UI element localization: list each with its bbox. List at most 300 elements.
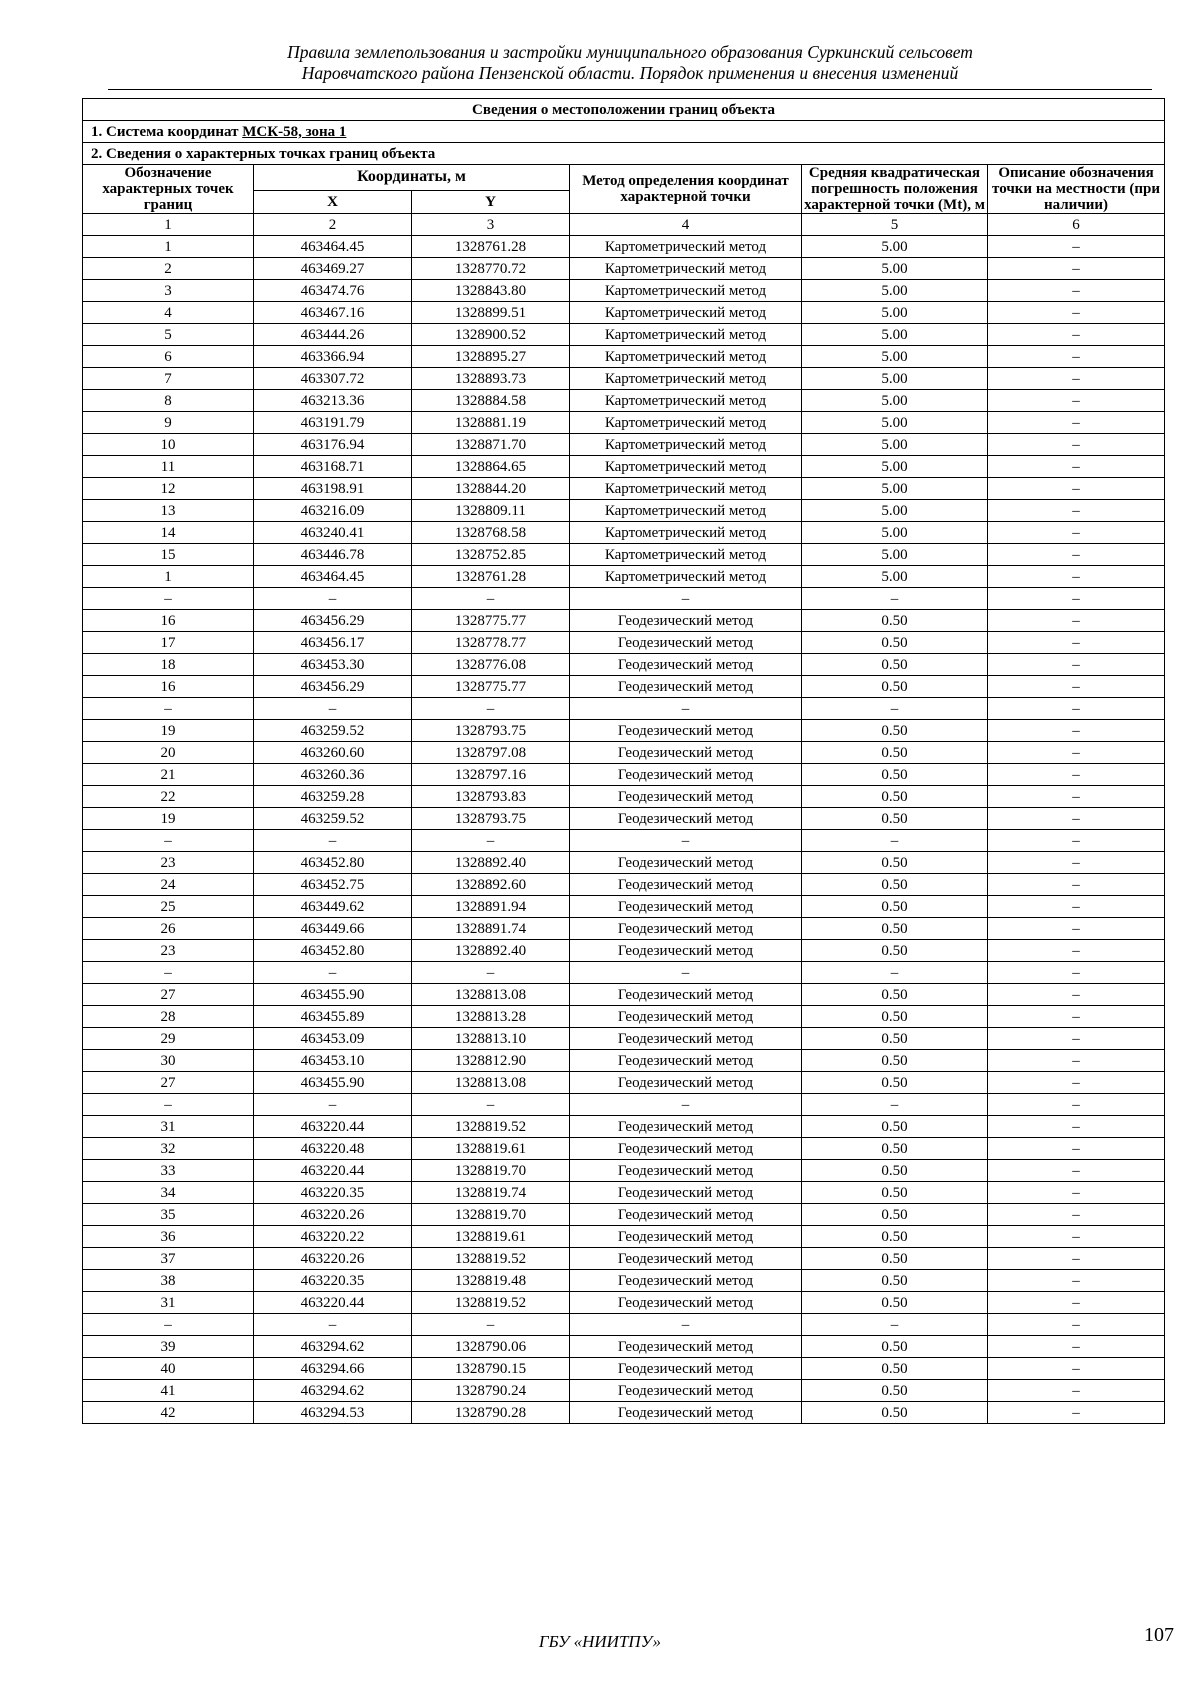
point-id-cell: 15: [83, 544, 254, 566]
table-row: [83, 566, 1165, 588]
point-id-cell: 19: [83, 720, 254, 742]
x-coordinate-cell: 463452.80: [254, 852, 412, 874]
table-row: [83, 1072, 1165, 1094]
page-header: [110, 42, 1150, 84]
description-cell: –: [988, 940, 1165, 962]
method-cell: Картометрический метод: [570, 236, 802, 258]
description-cell: –: [988, 874, 1165, 896]
method-cell: Геодезический метод: [570, 1270, 802, 1292]
point-id-cell: 16: [83, 610, 254, 632]
table-row: [83, 302, 1165, 324]
error-cell: 0.50: [802, 1138, 988, 1160]
description-cell: –: [988, 1204, 1165, 1226]
x-coordinate-cell: 463455.89: [254, 1006, 412, 1028]
y-coordinate-cell: 1328813.10: [412, 1028, 570, 1050]
point-id-cell: 18: [83, 654, 254, 676]
error-cell: 5.00: [802, 236, 988, 258]
y-coordinate-cell: 1328819.52: [412, 1248, 570, 1270]
description-cell: –: [988, 1160, 1165, 1182]
point-id-cell: 22: [83, 786, 254, 808]
description-cell: –: [988, 698, 1165, 720]
method-cell: Геодезический метод: [570, 786, 802, 808]
table-row: [83, 258, 1165, 280]
description-cell: –: [988, 368, 1165, 390]
error-cell: –: [802, 588, 988, 610]
description-cell: –: [988, 258, 1165, 280]
point-id-cell: 14: [83, 522, 254, 544]
y-coordinate-cell: 1328813.08: [412, 1072, 570, 1094]
point-id-cell: 40: [83, 1358, 254, 1380]
header-description: Описание обозначения точки на местности (при наличии): [988, 165, 1165, 214]
description-cell: –: [988, 1094, 1165, 1116]
method-cell: Картометрический метод: [570, 456, 802, 478]
table-row: [83, 742, 1165, 764]
y-coordinate-cell: 1328881.19: [412, 412, 570, 434]
table-row: [83, 786, 1165, 808]
x-coordinate-cell: –: [254, 830, 412, 852]
x-coordinate-cell: 463240.41: [254, 522, 412, 544]
x-coordinate-cell: 463213.36: [254, 390, 412, 412]
method-cell: Геодезический метод: [570, 1380, 802, 1402]
y-coordinate-cell: 1328864.65: [412, 456, 570, 478]
point-id-cell: –: [83, 588, 254, 610]
method-cell: Геодезический метод: [570, 1292, 802, 1314]
table-row: [83, 720, 1165, 742]
point-id-cell: 6: [83, 346, 254, 368]
x-coordinate-cell: 463220.26: [254, 1204, 412, 1226]
description-cell: –: [988, 632, 1165, 654]
description-cell: –: [988, 1270, 1165, 1292]
points-section-title: 2. Сведения о характерных точках границ объекта: [83, 143, 1165, 165]
table-row: [83, 940, 1165, 962]
point-id-cell: 41: [83, 1380, 254, 1402]
method-cell: Геодезический метод: [570, 742, 802, 764]
table-row: [83, 1006, 1165, 1028]
x-coordinate-cell: 463294.66: [254, 1358, 412, 1380]
point-id-cell: 17: [83, 632, 254, 654]
method-cell: Геодезический метод: [570, 1050, 802, 1072]
description-cell: –: [988, 588, 1165, 610]
description-cell: –: [988, 566, 1165, 588]
method-cell: Геодезический метод: [570, 984, 802, 1006]
y-coordinate-cell: 1328775.77: [412, 610, 570, 632]
y-coordinate-cell: 1328891.94: [412, 896, 570, 918]
table-row: [83, 896, 1165, 918]
method-cell: Геодезический метод: [570, 610, 802, 632]
x-coordinate-cell: –: [254, 1094, 412, 1116]
error-cell: 0.50: [802, 984, 988, 1006]
point-id-cell: 13: [83, 500, 254, 522]
point-id-cell: 27: [83, 984, 254, 1006]
y-coordinate-cell: 1328790.28: [412, 1402, 570, 1424]
description-cell: –: [988, 324, 1165, 346]
table-row: [83, 1402, 1165, 1424]
description-cell: –: [988, 984, 1165, 1006]
table-row: [83, 368, 1165, 390]
point-id-cell: 35: [83, 1204, 254, 1226]
description-cell: –: [988, 852, 1165, 874]
y-coordinate-cell: 1328893.73: [412, 368, 570, 390]
method-cell: Геодезический метод: [570, 676, 802, 698]
point-id-cell: –: [83, 962, 254, 984]
table-row: [83, 1336, 1165, 1358]
x-coordinate-cell: 463452.80: [254, 940, 412, 962]
x-coordinate-cell: 463452.75: [254, 874, 412, 896]
description-cell: –: [988, 478, 1165, 500]
x-coordinate-cell: 463456.17: [254, 632, 412, 654]
method-cell: Геодезический метод: [570, 1160, 802, 1182]
y-coordinate-cell: 1328813.08: [412, 984, 570, 1006]
y-coordinate-cell: 1328895.27: [412, 346, 570, 368]
coordinate-system-cell: [83, 121, 1165, 143]
method-cell: Картометрический метод: [570, 478, 802, 500]
table-row: [83, 962, 1165, 984]
y-coordinate-cell: 1328819.70: [412, 1160, 570, 1182]
error-cell: 0.50: [802, 1072, 988, 1094]
description-cell: –: [988, 434, 1165, 456]
error-cell: 5.00: [802, 566, 988, 588]
description-cell: –: [988, 346, 1165, 368]
x-coordinate-cell: 463259.28: [254, 786, 412, 808]
error-cell: 5.00: [802, 456, 988, 478]
table-row: [83, 236, 1165, 258]
table-row: [83, 1380, 1165, 1402]
header-error: Средняя квадратическая погрешность положения характерной точки (Mt), м: [802, 165, 988, 214]
point-id-cell: 24: [83, 874, 254, 896]
x-coordinate-cell: 463449.66: [254, 918, 412, 940]
error-cell: 0.50: [802, 1050, 988, 1072]
table-row: [83, 918, 1165, 940]
x-coordinate-cell: 463259.52: [254, 808, 412, 830]
method-cell: Геодезический метод: [570, 1248, 802, 1270]
x-coordinate-cell: 463469.27: [254, 258, 412, 280]
y-coordinate-cell: 1328812.90: [412, 1050, 570, 1072]
x-coordinate-cell: 463446.78: [254, 544, 412, 566]
y-coordinate-cell: –: [412, 830, 570, 852]
error-cell: –: [802, 962, 988, 984]
point-id-cell: 16: [83, 676, 254, 698]
x-coordinate-cell: 463176.94: [254, 434, 412, 456]
table-row: [83, 1182, 1165, 1204]
method-cell: –: [570, 698, 802, 720]
error-cell: –: [802, 1094, 988, 1116]
point-id-cell: 38: [83, 1270, 254, 1292]
footer-organization: ГБУ «НИИТПУ»: [538, 1632, 662, 1651]
y-coordinate-cell: 1328844.20: [412, 478, 570, 500]
point-id-cell: 30: [83, 1050, 254, 1072]
error-cell: 0.50: [802, 1006, 988, 1028]
description-cell: –: [988, 456, 1165, 478]
y-coordinate-cell: 1328819.52: [412, 1116, 570, 1138]
error-cell: 0.50: [802, 610, 988, 632]
point-id-cell: 11: [83, 456, 254, 478]
method-cell: –: [570, 1314, 802, 1336]
description-cell: –: [988, 1292, 1165, 1314]
table-row: [83, 1226, 1165, 1248]
error-cell: 5.00: [802, 346, 988, 368]
point-id-cell: 9: [83, 412, 254, 434]
point-id-cell: 2: [83, 258, 254, 280]
table-row: [83, 544, 1165, 566]
error-cell: 0.50: [802, 632, 988, 654]
description-cell: –: [988, 808, 1165, 830]
point-id-cell: 31: [83, 1292, 254, 1314]
y-coordinate-cell: 1328900.52: [412, 324, 570, 346]
method-cell: Геодезический метод: [570, 1358, 802, 1380]
method-cell: –: [570, 962, 802, 984]
description-cell: –: [988, 544, 1165, 566]
table-row: [83, 346, 1165, 368]
error-cell: 0.50: [802, 918, 988, 940]
x-coordinate-cell: 463366.94: [254, 346, 412, 368]
y-coordinate-cell: 1328892.60: [412, 874, 570, 896]
y-coordinate-cell: 1328892.40: [412, 852, 570, 874]
y-coordinate-cell: 1328819.61: [412, 1226, 570, 1248]
description-cell: –: [988, 500, 1165, 522]
x-coordinate-cell: 463474.76: [254, 280, 412, 302]
method-cell: Картометрический метод: [570, 522, 802, 544]
point-id-cell: 23: [83, 852, 254, 874]
table-row: [83, 412, 1165, 434]
point-id-cell: 10: [83, 434, 254, 456]
error-cell: 5.00: [802, 478, 988, 500]
page-number: 107: [1144, 1624, 1174, 1646]
y-coordinate-cell: –: [412, 1314, 570, 1336]
error-cell: 5.00: [802, 368, 988, 390]
table-row: [83, 874, 1165, 896]
method-cell: Картометрический метод: [570, 412, 802, 434]
method-cell: Геодезический метод: [570, 654, 802, 676]
point-id-cell: 28: [83, 1006, 254, 1028]
table-row: [83, 1270, 1165, 1292]
point-id-cell: 29: [83, 1028, 254, 1050]
description-cell: –: [988, 654, 1165, 676]
y-coordinate-cell: 1328790.15: [412, 1358, 570, 1380]
method-cell: Геодезический метод: [570, 1336, 802, 1358]
point-id-cell: 26: [83, 918, 254, 940]
error-cell: 0.50: [802, 786, 988, 808]
table-row: [83, 1314, 1165, 1336]
method-cell: Геодезический метод: [570, 1204, 802, 1226]
error-cell: 0.50: [802, 1402, 988, 1424]
point-id-cell: 7: [83, 368, 254, 390]
x-coordinate-cell: 463220.48: [254, 1138, 412, 1160]
description-cell: –: [988, 720, 1165, 742]
point-id-cell: 19: [83, 808, 254, 830]
table-row: [83, 654, 1165, 676]
method-cell: Геодезический метод: [570, 1402, 802, 1424]
x-coordinate-cell: 463220.44: [254, 1160, 412, 1182]
method-cell: Геодезический метод: [570, 1226, 802, 1248]
y-coordinate-cell: 1328843.80: [412, 280, 570, 302]
x-coordinate-cell: 463453.09: [254, 1028, 412, 1050]
point-id-cell: 4: [83, 302, 254, 324]
method-cell: Геодезический метод: [570, 720, 802, 742]
error-cell: 5.00: [802, 500, 988, 522]
y-coordinate-cell: 1328819.61: [412, 1138, 570, 1160]
description-cell: –: [988, 1380, 1165, 1402]
description-cell: –: [988, 1138, 1165, 1160]
description-cell: –: [988, 1028, 1165, 1050]
error-cell: 5.00: [802, 324, 988, 346]
table-row: [83, 324, 1165, 346]
method-cell: Геодезический метод: [570, 896, 802, 918]
table-title-row: [83, 99, 1165, 121]
x-coordinate-cell: –: [254, 588, 412, 610]
coordinate-system-label: 1. Система координат: [91, 123, 243, 140]
y-coordinate-cell: 1328819.74: [412, 1182, 570, 1204]
y-coordinate-cell: 1328770.72: [412, 258, 570, 280]
point-id-cell: 36: [83, 1226, 254, 1248]
y-coordinate-cell: 1328813.28: [412, 1006, 570, 1028]
description-cell: –: [988, 1248, 1165, 1270]
x-coordinate-cell: –: [254, 1314, 412, 1336]
point-id-cell: 1: [83, 236, 254, 258]
point-id-cell: –: [83, 1094, 254, 1116]
x-coordinate-cell: 463464.45: [254, 236, 412, 258]
description-cell: –: [988, 1226, 1165, 1248]
point-id-cell: 32: [83, 1138, 254, 1160]
header-coordinates: Координаты, м: [254, 165, 570, 191]
y-coordinate-cell: 1328778.77: [412, 632, 570, 654]
x-coordinate-cell: 463259.52: [254, 720, 412, 742]
method-cell: Геодезический метод: [570, 1072, 802, 1094]
error-cell: 0.50: [802, 764, 988, 786]
column-number: 6: [988, 214, 1165, 236]
table-row: [83, 390, 1165, 412]
point-id-cell: 12: [83, 478, 254, 500]
description-cell: –: [988, 280, 1165, 302]
method-cell: Картометрический метод: [570, 368, 802, 390]
description-cell: –: [988, 962, 1165, 984]
error-cell: 0.50: [802, 852, 988, 874]
y-coordinate-cell: –: [412, 1094, 570, 1116]
error-cell: 5.00: [802, 522, 988, 544]
description-cell: –: [988, 236, 1165, 258]
header-y: Y: [412, 190, 570, 213]
x-coordinate-cell: 463444.26: [254, 324, 412, 346]
method-cell: Картометрический метод: [570, 302, 802, 324]
x-coordinate-cell: 463220.44: [254, 1292, 412, 1314]
x-coordinate-cell: 463198.91: [254, 478, 412, 500]
column-number: 3: [412, 214, 570, 236]
y-coordinate-cell: 1328761.28: [412, 236, 570, 258]
table-row: [83, 1248, 1165, 1270]
table-row: [83, 456, 1165, 478]
description-cell: –: [988, 412, 1165, 434]
point-id-cell: 33: [83, 1160, 254, 1182]
method-cell: Геодезический метод: [570, 1116, 802, 1138]
error-cell: 0.50: [802, 940, 988, 962]
error-cell: 0.50: [802, 896, 988, 918]
error-cell: 0.50: [802, 808, 988, 830]
description-cell: –: [988, 896, 1165, 918]
y-coordinate-cell: 1328776.08: [412, 654, 570, 676]
table-row: [83, 852, 1165, 874]
method-cell: –: [570, 1094, 802, 1116]
x-coordinate-cell: 463453.30: [254, 654, 412, 676]
y-coordinate-cell: 1328892.40: [412, 940, 570, 962]
point-id-cell: 34: [83, 1182, 254, 1204]
x-coordinate-cell: 463168.71: [254, 456, 412, 478]
point-id-cell: 5: [83, 324, 254, 346]
x-coordinate-cell: 463294.62: [254, 1380, 412, 1402]
method-cell: Картометрический метод: [570, 544, 802, 566]
description-cell: –: [988, 1006, 1165, 1028]
description-cell: –: [988, 742, 1165, 764]
description-cell: –: [988, 1116, 1165, 1138]
error-cell: 0.50: [802, 1182, 988, 1204]
header-line-1: Правила землепользования и застройки муниципального образования Суркинский сельсовет: [287, 42, 973, 62]
y-coordinate-cell: –: [412, 588, 570, 610]
table-row: [83, 1292, 1165, 1314]
y-coordinate-cell: 1328793.83: [412, 786, 570, 808]
method-cell: Картометрический метод: [570, 390, 802, 412]
x-coordinate-cell: 463307.72: [254, 368, 412, 390]
description-cell: –: [988, 1336, 1165, 1358]
method-cell: Картометрический метод: [570, 434, 802, 456]
point-id-cell: 23: [83, 940, 254, 962]
x-coordinate-cell: –: [254, 962, 412, 984]
column-number: 4: [570, 214, 802, 236]
coordinate-system-value: МСК-58, зона 1: [242, 123, 347, 140]
table-row: [83, 1358, 1165, 1380]
table-row: [83, 808, 1165, 830]
error-cell: 0.50: [802, 742, 988, 764]
description-cell: –: [988, 1050, 1165, 1072]
table-row: [83, 434, 1165, 456]
error-cell: 0.50: [802, 874, 988, 896]
error-cell: 0.50: [802, 1028, 988, 1050]
method-cell: –: [570, 588, 802, 610]
description-cell: –: [988, 1358, 1165, 1380]
error-cell: 0.50: [802, 654, 988, 676]
error-cell: 0.50: [802, 1226, 988, 1248]
table-row: [83, 588, 1165, 610]
header-divider: [108, 89, 1152, 90]
x-coordinate-cell: 463455.90: [254, 1072, 412, 1094]
x-coordinate-cell: 463260.60: [254, 742, 412, 764]
x-coordinate-cell: 463220.35: [254, 1270, 412, 1292]
point-id-cell: 1: [83, 566, 254, 588]
point-id-cell: –: [83, 698, 254, 720]
x-coordinate-cell: 463453.10: [254, 1050, 412, 1072]
x-coordinate-cell: 463456.29: [254, 610, 412, 632]
error-cell: 0.50: [802, 1160, 988, 1182]
x-coordinate-cell: –: [254, 698, 412, 720]
point-id-cell: 31: [83, 1116, 254, 1138]
y-coordinate-cell: –: [412, 698, 570, 720]
header-designation: Обозначение характерных точек границ: [83, 165, 254, 214]
description-cell: –: [988, 1314, 1165, 1336]
table-row: [83, 830, 1165, 852]
table-row: [83, 984, 1165, 1006]
table-title: Сведения о местоположении границ объекта: [83, 99, 1165, 121]
error-cell: 5.00: [802, 412, 988, 434]
y-coordinate-cell: 1328797.08: [412, 742, 570, 764]
error-cell: 5.00: [802, 302, 988, 324]
table-row: [83, 632, 1165, 654]
method-cell: Картометрический метод: [570, 280, 802, 302]
header-method: Метод определения координат характерной точки: [570, 165, 802, 214]
x-coordinate-cell: 463456.29: [254, 676, 412, 698]
x-coordinate-cell: 463220.44: [254, 1116, 412, 1138]
point-id-cell: 21: [83, 764, 254, 786]
point-id-cell: 39: [83, 1336, 254, 1358]
method-cell: Картометрический метод: [570, 566, 802, 588]
y-coordinate-cell: 1328761.28: [412, 566, 570, 588]
table-row: [83, 1204, 1165, 1226]
